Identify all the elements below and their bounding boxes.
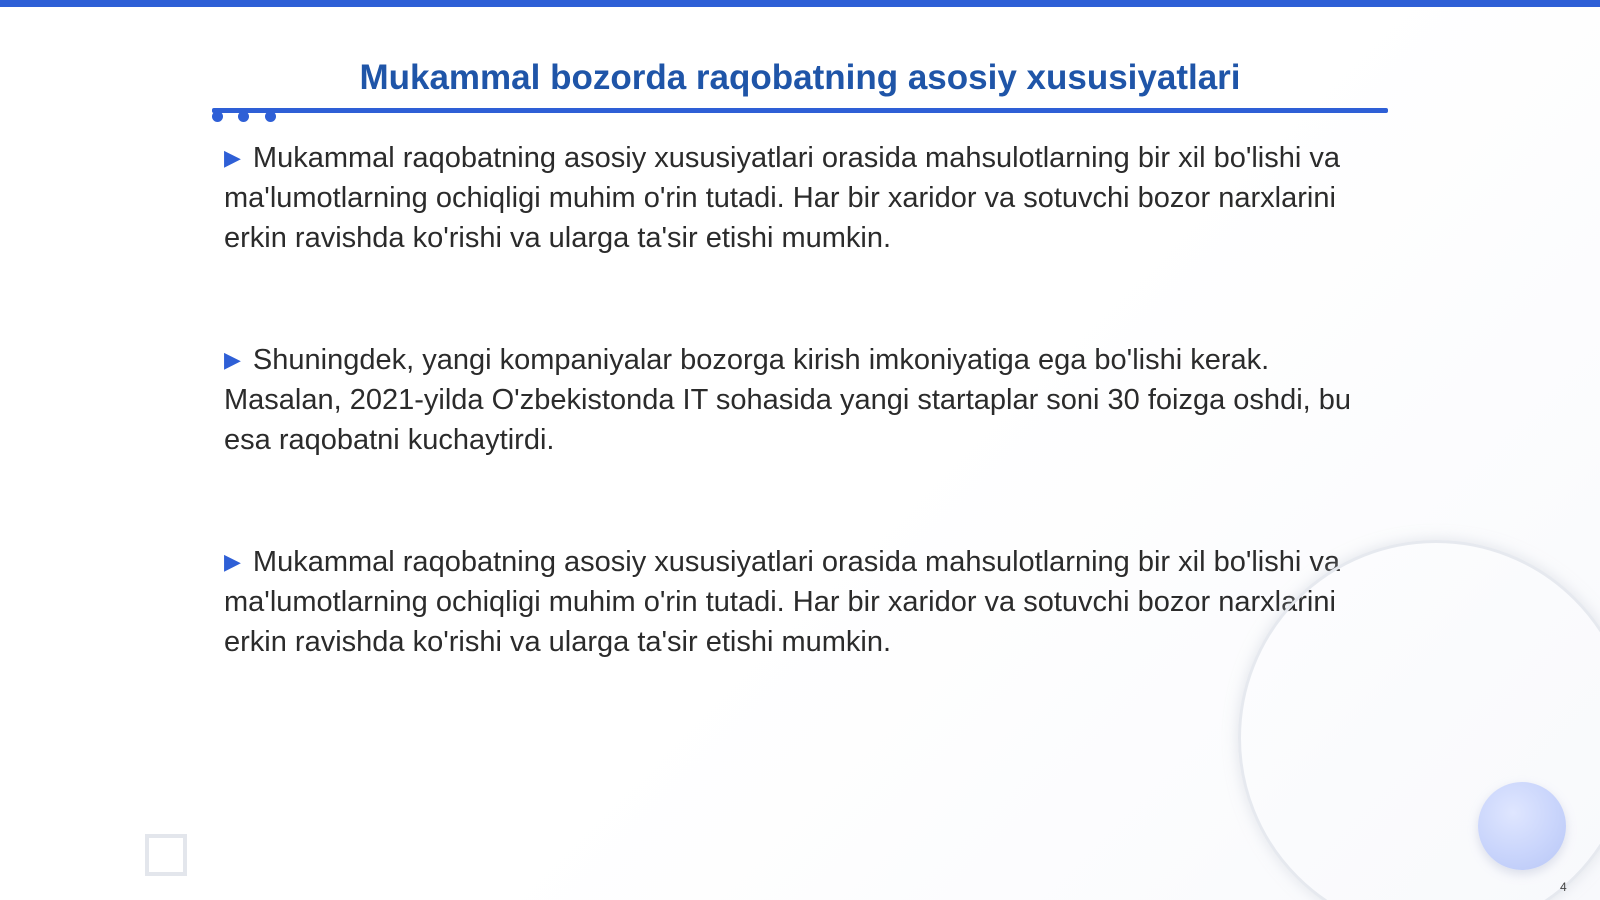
decorative-ball (1478, 782, 1566, 870)
triangle-bullet-icon: ▶ (224, 347, 241, 372)
bullet-text: Mukammal raqobatning asosiy xususiyatlari orasida mahsulotlarning bir xil bo'lishi va ma'lumotlarning ochiqligi muhim o'rin tutadi. Har bir xaridor va sotuvchi bozor narxlarini erkin ravishda ko'rishi va ularga ta'sir etishi mumkin. (224, 142, 1341, 254)
triangle-bullet-icon: ▶ (224, 145, 241, 170)
title-underline (212, 108, 1388, 113)
triangle-bullet-icon: ▶ (224, 549, 241, 574)
page-number: 4 (1560, 880, 1567, 894)
bullet-text: Shuningdek, yangi kompaniyalar bozorga kirish imkoniyatiga ega bo'lishi kerak. Masalan, 2021-yilda O'zbekistonda IT sohasida yangi startaplar soni 30 foizga oshdi, bu esa raqobatni kuchaytirdi. (224, 344, 1352, 456)
slide-title: Mukammal bozorda raqobatning asosiy xususiyatlari (359, 58, 1241, 97)
bullet-item (224, 340, 1384, 460)
bullet-text: Mukammal raqobatning asosiy xususiyatlari orasida mahsulotlarning bir xil bo'lishi va ma'lumotlarning ochiqligi muhim o'rin tutadi. Har bir xaridor va sotuvchi bozor narxlarini erkin ravishda ko'rishi va ularga ta'sir etishi mumkin. (224, 546, 1341, 658)
bullet-item (224, 138, 1384, 258)
bullet-item (224, 542, 1384, 662)
decorative-square (145, 834, 187, 876)
top-accent-bar (0, 0, 1600, 7)
bullet-list (224, 138, 1384, 744)
decorative-dot (265, 111, 276, 122)
decorative-dot (238, 111, 249, 122)
decorative-dot (212, 111, 223, 122)
